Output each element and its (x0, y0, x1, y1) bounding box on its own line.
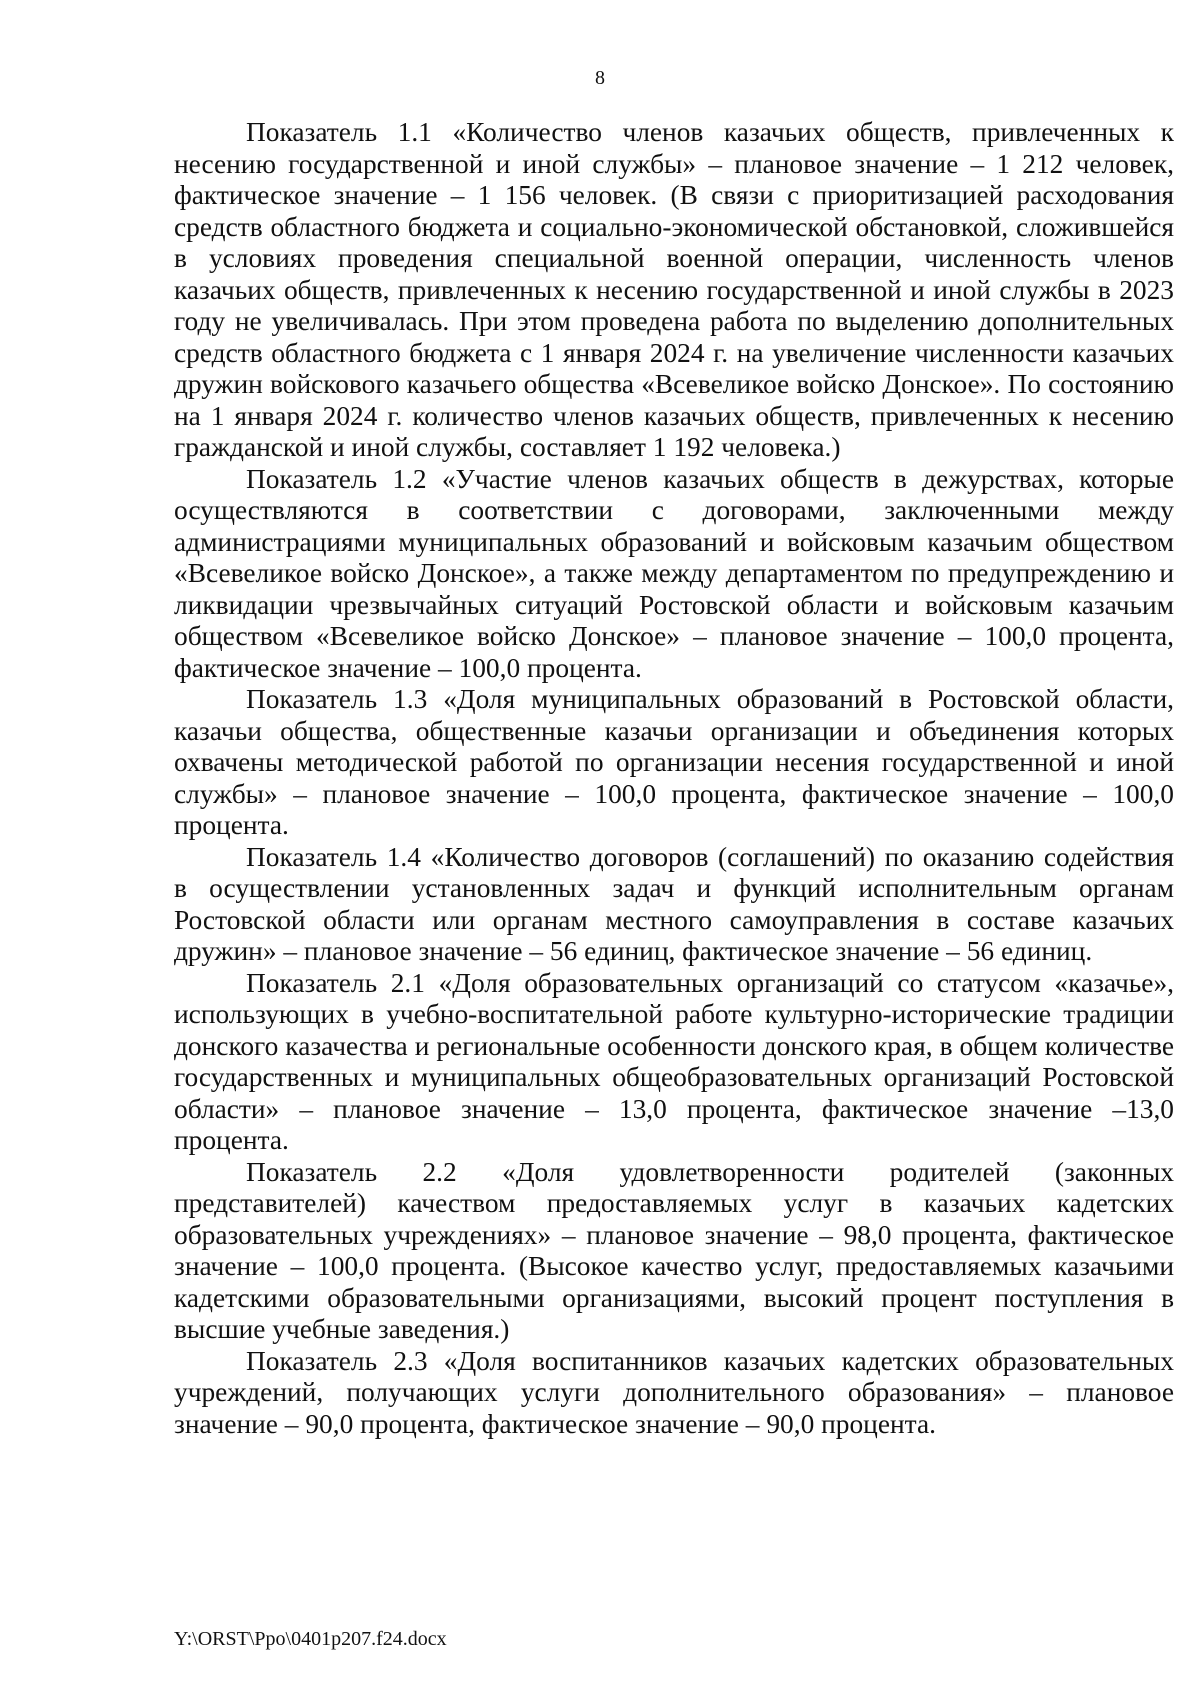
paragraph-indicator-2-1: Показатель 2.1 «Доля образовательных организаций со статусом «казачье», использующих в учебно-воспитательной работе культурно-исторические традиции донского казачества и региональные особенности донского края, в общем количестве государственных и муниципальных общеобразовательных организаций Ростовской области» – плановое значение – 13,0 процента, фактическое значение –13,0 процента. (174, 967, 1174, 1155)
paragraph-indicator-1-4: Показатель 1.4 «Количество договоров (соглашений) по оказанию содействия в осуществлении установленных задач и функций исполнительным органам Ростовской области или органам местного самоуправления в составе казачьих дружин» – плановое значение – 56 единиц, фактическое значение – 56 единиц. (174, 841, 1174, 966)
document-body (174, 117, 1174, 1440)
footer-file-path: Y:\ORST\Ppo\0401p207.f24.docx (174, 1628, 447, 1650)
paragraph-indicator-2-3: Показатель 2.3 «Доля воспитанников казачьих кадетских образовательных учреждений, получающих услуги дополнительного образования» – плановое значение – 90,0 процента, фактическое значение – 90,0 процента. (174, 1345, 1174, 1439)
paragraph-indicator-1-3: Показатель 1.3 «Доля муниципальных образований в Ростовской области, казачьи общества, общественные казачьи организации и объединения которых охвачены методической работой по организации несения государственной и иной службы» – плановое значение – 100,0 процента, фактическое значение – 100,0 процента. (174, 684, 1174, 840)
page-number: 8 (595, 67, 605, 89)
paragraph-indicator-1-1: Показатель 1.1 «Количество членов казачьих обществ, привлеченных к несению государственной и иной службы» – плановое значение – 1 212 человек, фактическое значение – 1 156 человек. (В связи с приоритизацией расходования средств областного бюджета и социально-экономической обстановкой, сложившейся в условиях проведения специальной военной операции, численность членов казачьих обществ, привлеченных к несению государственной и иной службы в 2023 году не увеличивалась. При этом проведена работа по выделению дополнительных средств областного бюджета с 1 января 2024 г. на увеличение численности казачьих дружин войскового казачьего общества «Всевеликое войско Донское». По состоянию на 1 января 2024 г. количество членов казачьих обществ, привлеченных к несению гражданской и иной службы, составляет 1 192 человека.) (174, 117, 1174, 462)
paragraph-indicator-2-2: Показатель 2.2 «Доля удовлетворенности родителей (законных представителей) качеством предоставляемых услуг в казачьих кадетских образовательных учреждениях» – плановое значение – 98,0 процента, фактическое значение – 100,0 процента. (Высокое качество услуг, предоставляемых казачьими кадетскими образовательными организациями, высокий процент поступления в высшие учебные заведения.) (174, 1156, 1174, 1344)
paragraph-indicator-1-2: Показатель 1.2 «Участие членов казачьих обществ в дежурствах, которые осуществляются в соответствии с договорами, заключенными между администрациями муниципальных образований и войсковым казачьим обществом «Всевеликое войско Донское», а также между департаментом по предупреждению и ликвидации чрезвычайных ситуаций Ростовской области и войсковым казачьим обществом «Всевеликое войско Донское» – плановое значение – 100,0 процента, фактическое значение – 100,0 процента. (174, 463, 1174, 683)
